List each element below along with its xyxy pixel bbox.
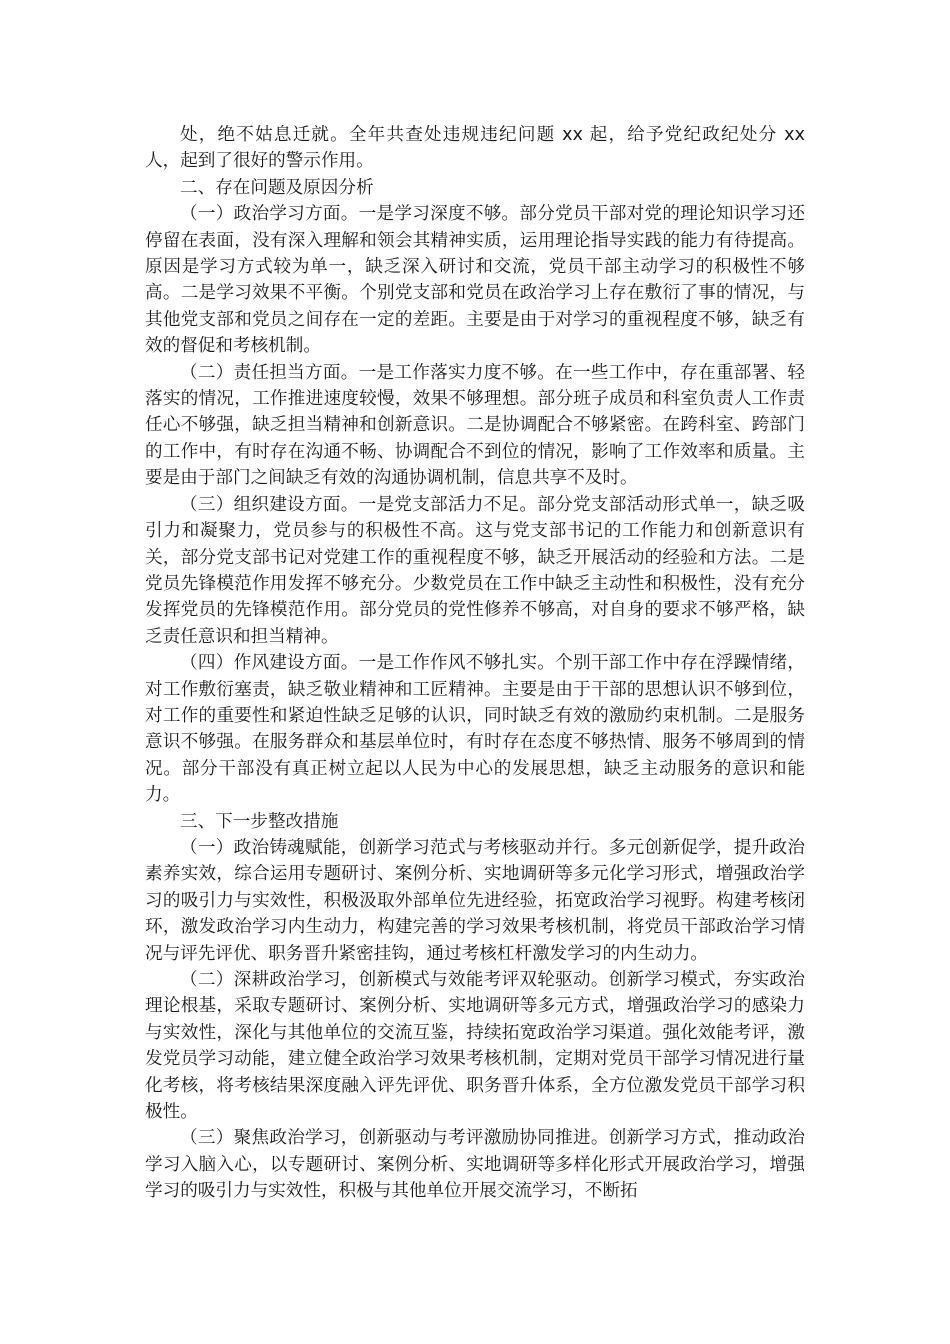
paragraph-disciplinary-results: 处，绝不姑息迁就。全年共查处违规违纪问题 xx 起，给予党纪政纪处分 xx 人，起到了很好的警示作用。 [145,125,805,172]
paragraph-work-style: （四）作风建设方面。一是工作作风不够扎实。个别干部工作中存在浮躁情绪，对工作敷衍塞责，缺乏敬业精神和工匠精神。主要是由于干部的思想认识不够到位，对工作的重要性和紧迫性缺乏足够的认识，同时缺乏有效的激励约束机制。二是服务意识不够强。在服务群众和基层单位时，有时存在态度不够热情、服务不够周到的情况。部分干部没有真正树立起以人民为中心的发展思想，缺乏主动服务的意识和能力。 [145,653,805,806]
paragraph-organization: （三）组织建设方面。一是党支部活力不足。部分党支部活动形式单一，缺乏吸引力和凝聚力，党员参与的积极性不高。这与党支部书记的工作能力和创新意识有关，部分党支部书记对党建工作的重视程度不够，缺乏开展活动的经验和方法。二是党员先锋模范作用发挥不够充分。少数党员在工作中缺乏主动性和积极性，没有充分发挥党员的先锋模范作用。部分党员的党性修养不够高，对自身的要求不够严格，缺乏责任意识和担当精神。 [145,494,805,647]
paragraph-measure-2: （二）深耕政治学习，创新模式与效能考评双轮驱动。创新学习模式，夯实政治理论根基，采取专题研讨、案例分析、实地调研等多元方式，增强政治学习的感染力与实效性，深化与其他单位的交流互鉴，持续拓宽政治学习渠道。强化效能考评，激发党员学习动能，建立健全政治学习效果考核机制，定期对党员干部学习情况进行量化考核，将考核结果深度融入评先评优、职务晋升体系，全方位激发党员干部学习积极性。 [145,970,805,1123]
paragraph-measure-1: （一）政治铸魂赋能，创新学习范式与考核驱动并行。多元创新促学，提升政治素养实效，综合运用专题研讨、案例分析、实地调研等多元化学习形式，增强政治学习的吸引力与实效性，积极汲取外部单位先进经验，拓宽政治学习视野。构建考核闭环，激发政治学习内生动力，构建完善的学习效果考核机制，将党员干部政治学习情况与评先评优、职务晋升紧密挂钩，通过考核杠杆激发学习的内生动力。 [145,837,805,964]
paragraph-political-study: （一）政治学习方面。一是学习深度不够。部分党员干部对党的理论知识学习还停留在表面，没有深入理解和领会其精神实质，运用理论指导实践的能力有待提高。原因是学习方式较为单一，缺乏深入研讨和交流，党员干部主动学习的积极性不够高。二是学习效果不平衡。个别党支部和党员在政治学习上存在敷衍了事的情况，与其他党支部和党员之间存在一定的差距。主要是由于对学习的重视程度不够，缺乏有效的督促和考核机制。 [145,204,805,357]
section-heading-problems: 二、存在问题及原因分析 [180,177,374,198]
section-heading-measures: 三、下一步整改措施 [180,811,339,832]
paragraph-responsibility: （二）责任担当方面。一是工作落实力度不够。在一些工作中，存在重部署、轻落实的情况，工作推进速度较慢，效果不够理想。部分班子成员和科室负责人工作责任心不够强，缺乏担当精神和创新意识。二是协调配合不够紧密。在跨科室、跨部门的工作中，有时存在沟通不畅、协调配合不到位的情况，影响了工作效率和质量。主要是由于部门之间缺乏有效的沟通协调机制，信息共享不及时。 [145,362,805,489]
paragraph-measure-3: （三）聚焦政治学习，创新驱动与考评激励协同推进。创新学习方式，推动政治学习入脑入心，以专题研讨、案例分析、实地调研等多样化形式开展政治学习，增强学习的吸引力与实效性，积极与其他单位开展交流学习，不断拓 [145,1128,805,1202]
document-page [145,122,805,1205]
